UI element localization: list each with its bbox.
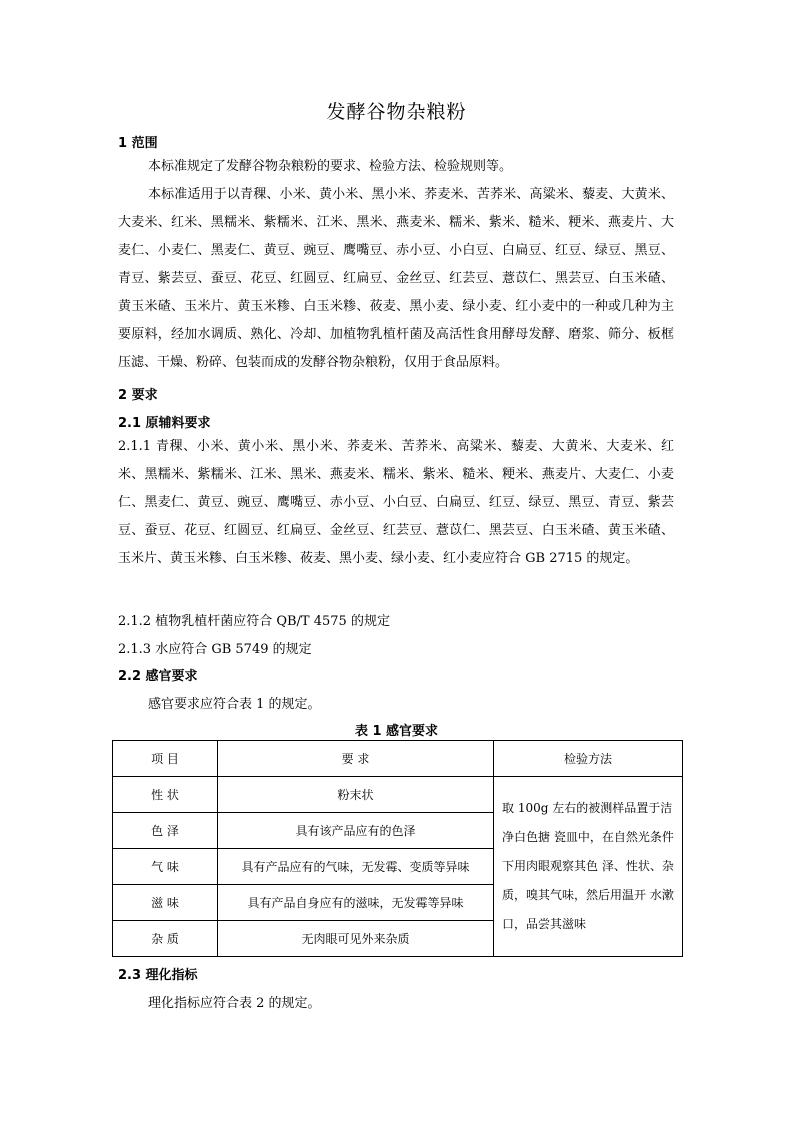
section-2-heading: 2 要求 xyxy=(118,388,158,403)
test-method-cell: 取 100g 左右的被测样品置于洁净白色搪 瓷皿中，在自然光条件下用肉眼观察其色 泽、性状、杂质，嗅其气味，然后用温开 水漱口，品尝其滋味 xyxy=(494,777,683,957)
row-item: 性 状 xyxy=(113,777,218,813)
row-item: 杂 质 xyxy=(113,921,218,957)
sensory-note: 感官要求应符合表 1 的规定。 xyxy=(148,697,321,712)
row-requirement: 粉末状 xyxy=(218,777,494,813)
row-requirement: 具有产品自身应有的滋味，无发霉等异味 xyxy=(218,885,494,921)
clause-2-1-1: 2.1.1 青稞、小米、黄小米、黑小米、荞麦米、苦荞米、高粱米、藜麦、大黄米、大麦米、红米、黑糯米、紫糯米、江米、黑米、燕麦米、糯米、紫米、糙米、粳米、燕麦片、大麦仁、小麦仁、黑麦仁、黄豆、豌豆、鹰嘴豆、赤小豆、小白豆、白扁豆、红豆、绿豆、黑豆、青豆、紫芸豆、蚕豆、花豆、红圆豆、红扁豆、金丝豆、红芸豆、薏苡仁、黑芸豆、白玉米碴、黄玉米碴、玉米片、黄玉米糁、白玉米糁、莜麦、黑小麦、绿小麦、红小麦应符合 GB 2715 的规定。 xyxy=(118,439,674,566)
sensory-requirements-table xyxy=(112,740,683,957)
clause-2-1-2: 2.1.2 植物乳植杆菌应符合 QB/T 4575 的规定 xyxy=(118,614,390,629)
row-item: 滋 味 xyxy=(113,885,218,921)
header-method: 检验方法 xyxy=(494,741,683,777)
table-row xyxy=(113,777,683,813)
row-requirement: 具有产品应有的气味，无发霉、变质等异味 xyxy=(218,849,494,885)
header-requirement: 要 求 xyxy=(218,741,494,777)
header-item: 项 目 xyxy=(113,741,218,777)
section-2-3-heading: 2.3 理化指标 xyxy=(118,968,198,983)
row-requirement: 无肉眼可见外来杂质 xyxy=(218,921,494,957)
scope-paragraph-2: 本标准适用于以青稞、小米、黄小米、黑小米、荞麦米、苦荞米、高粱米、藜麦、大黄米、大麦米、红米、黑糯米、紫糯米、江米、黑米、燕麦米、糯米、紫米、糙米、粳米、燕麦片、大麦仁、小麦仁、黑麦仁、黄豆、豌豆、鹰嘴豆、赤小豆、小白豆、白扁豆、红豆、绿豆、黑豆、青豆、紫芸豆、蚕豆、花豆、红圆豆、红扁豆、金丝豆、红芸豆、薏苡仁、黑芸豆、白玉米碴、黄玉米碴、玉米片、黄玉米糁、白玉米糁、莜麦、黑小麦、绿小麦、红小麦中的一种或几种为主要原料，经加水调质、熟化、冷却、加植物乳植杆菌及高活性食用酵母发酵、磨浆、筛分、板框压滤、干燥、粉碎、包装而成的发酵谷物杂粮粉，仅用于食品原料。 xyxy=(118,187,674,370)
table-1-caption: 表 1 感官要求 xyxy=(354,724,439,739)
document-title: 发酵谷物杂粮粉 xyxy=(326,101,467,123)
clause-2-1-3: 2.1.3 水应符合 GB 5749 的规定 xyxy=(118,642,312,657)
row-item: 色 泽 xyxy=(113,813,218,849)
section-1-heading: 1 范围 xyxy=(118,136,158,151)
section-2-2-heading: 2.2 感官要求 xyxy=(118,669,198,684)
physicochemical-note: 理化指标应符合表 2 的规定。 xyxy=(148,996,321,1011)
table-header-row xyxy=(113,741,683,777)
scope-paragraph-1: 本标准规定了发酵谷物杂粮粉的要求、检验方法、检验规则等。 xyxy=(148,159,513,174)
row-item: 气 味 xyxy=(113,849,218,885)
section-2-1-heading: 2.1 原辅料要求 xyxy=(118,416,211,431)
row-requirement: 具有该产品应有的色泽 xyxy=(218,813,494,849)
